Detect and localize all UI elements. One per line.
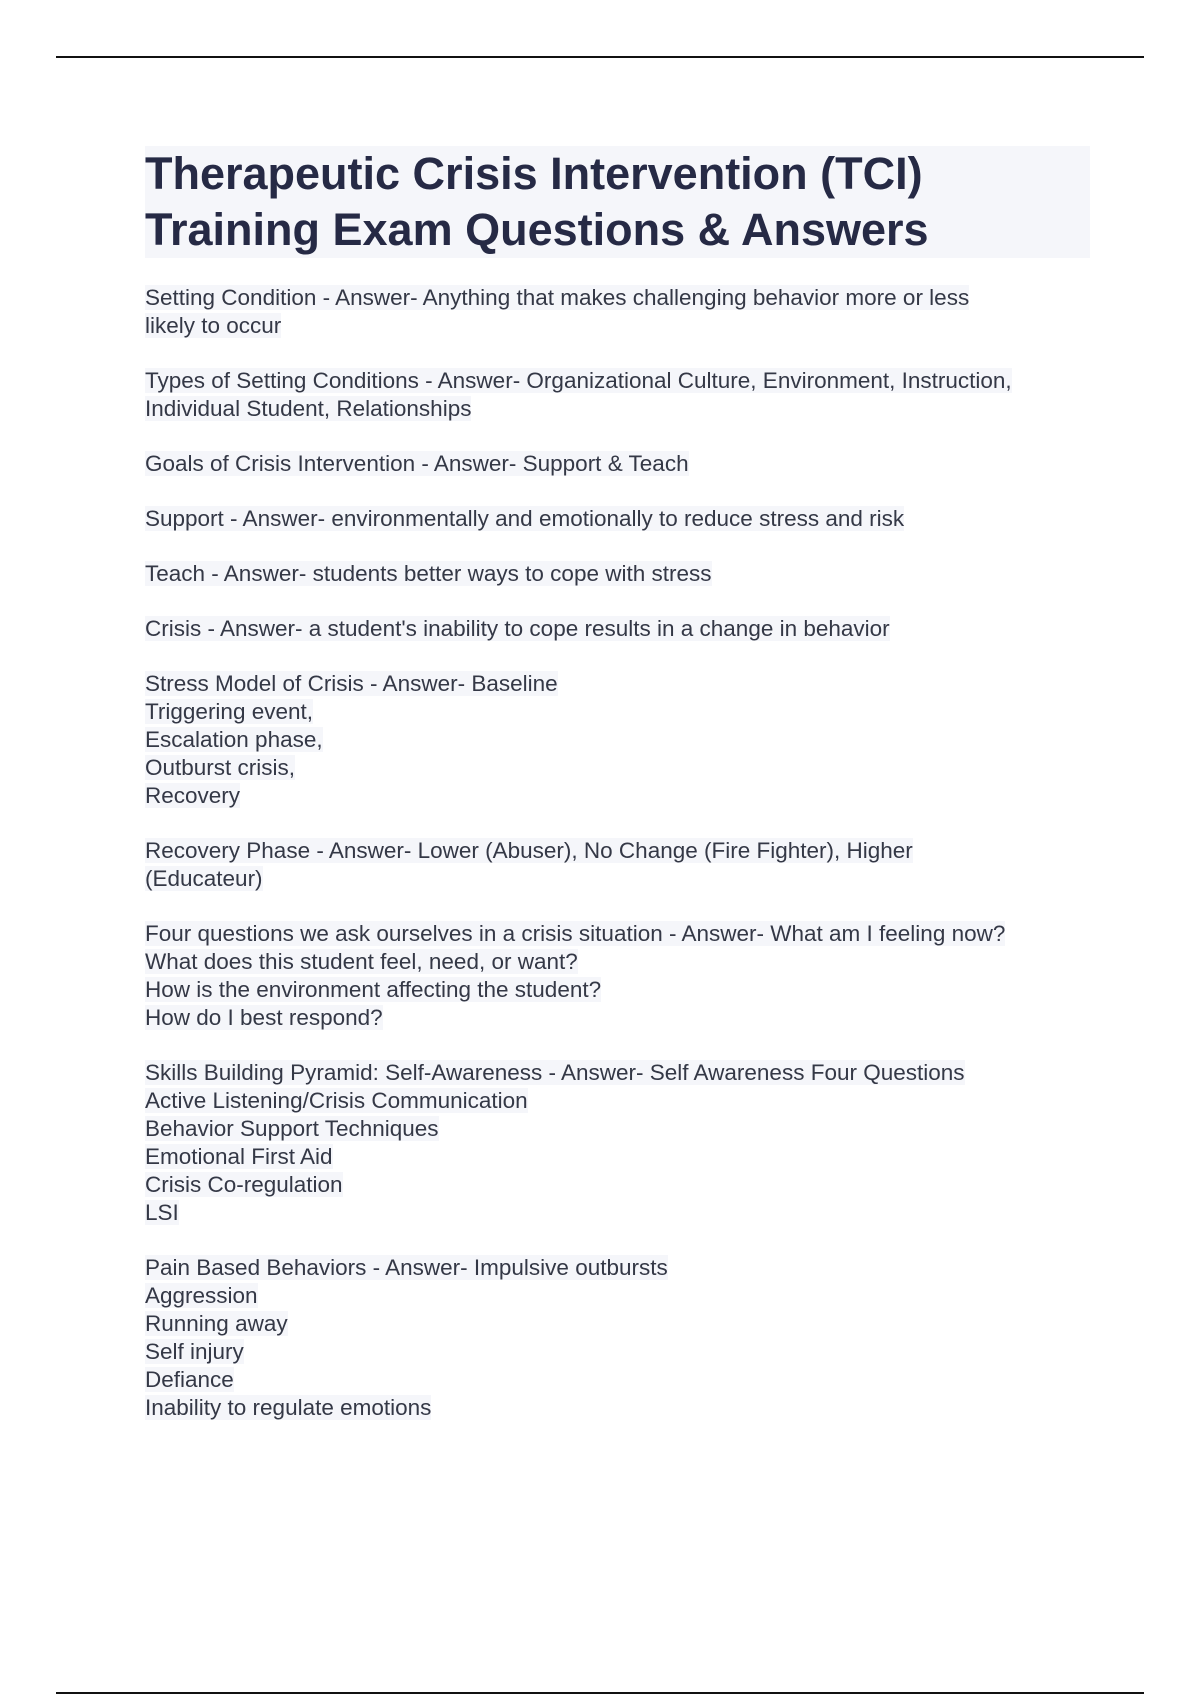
entry-line: Individual Student, Relationships	[145, 396, 472, 421]
entry-line: Self injury	[145, 1339, 244, 1364]
entry-line: Recovery Phase - Answer- Lower (Abuser), No Change (Fire Fighter), Higher	[145, 838, 913, 863]
entry-line: Triggering event,	[145, 699, 314, 724]
entry-line: Pain Based Behaviors - Answer- Impulsive outbursts	[145, 1255, 668, 1280]
qa-entry-setting-condition	[145, 284, 1090, 340]
title-line-2: Training Exam Questions & Answers	[145, 204, 929, 255]
top-divider	[56, 56, 1144, 58]
entry-line: (Educateur)	[145, 866, 263, 891]
qa-entry-recovery-phase	[145, 837, 1090, 893]
entry-line: Teach - Answer- students better ways to cope with stress	[145, 561, 712, 586]
entry-line: Goals of Crisis Intervention - Answer- Support & Teach	[145, 451, 689, 476]
bottom-divider	[56, 1692, 1144, 1694]
entry-line: Behavior Support Techniques	[145, 1116, 439, 1141]
entry-line: likely to occur	[145, 313, 282, 338]
entry-line: Stress Model of Crisis - Answer- Baseline	[145, 671, 558, 696]
entry-line: Active Listening/Crisis Communication	[145, 1088, 528, 1113]
entry-line: Defiance	[145, 1367, 234, 1392]
entry-line: How do I best respond?	[145, 1005, 383, 1030]
qa-entry-four-questions	[145, 920, 1090, 1032]
title-line-1: Therapeutic Crisis Intervention (TCI)	[145, 148, 923, 199]
entry-line: Types of Setting Conditions - Answer- Organizational Culture, Environment, Instruction,	[145, 368, 1012, 393]
qa-entry-crisis	[145, 615, 1090, 643]
entry-line: Setting Condition - Answer- Anything that makes challenging behavior more or less	[145, 285, 970, 310]
document-title	[145, 146, 1090, 258]
qa-entry-skills-building-pyramid	[145, 1059, 1090, 1227]
entry-line: How is the environment affecting the student?	[145, 977, 602, 1002]
qa-entry-pain-based-behaviors	[145, 1254, 1090, 1422]
qa-entry-stress-model-of-crisis	[145, 670, 1090, 810]
entry-line: Skills Building Pyramid: Self-Awareness - Answer- Self Awareness Four Questions	[145, 1060, 965, 1085]
entry-line: Running away	[145, 1311, 288, 1336]
entry-line: Aggression	[145, 1283, 258, 1308]
entry-line: Four questions we ask ourselves in a crisis situation - Answer- What am I feeling now?	[145, 921, 1006, 946]
qa-entry-support	[145, 505, 1090, 533]
entry-line: Escalation phase,	[145, 727, 323, 752]
entry-line: Support - Answer- environmentally and emotionally to reduce stress and risk	[145, 506, 905, 531]
entry-line: Outburst crisis,	[145, 755, 296, 780]
qa-entry-goals-of-crisis-intervention	[145, 450, 1090, 478]
entry-line: Recovery	[145, 783, 241, 808]
qa-entry-types-of-setting-conditions	[145, 367, 1090, 423]
entry-line: What does this student feel, need, or want?	[145, 949, 578, 974]
entry-line: Crisis Co-regulation	[145, 1172, 343, 1197]
qa-entry-teach	[145, 560, 1090, 588]
entry-line: LSI	[145, 1200, 179, 1225]
entry-line: Inability to regulate emotions	[145, 1395, 432, 1420]
entry-line: Emotional First Aid	[145, 1144, 333, 1169]
entry-line: Crisis - Answer- a student's inability to cope results in a change in behavior	[145, 616, 890, 641]
document-body	[145, 146, 1090, 1449]
